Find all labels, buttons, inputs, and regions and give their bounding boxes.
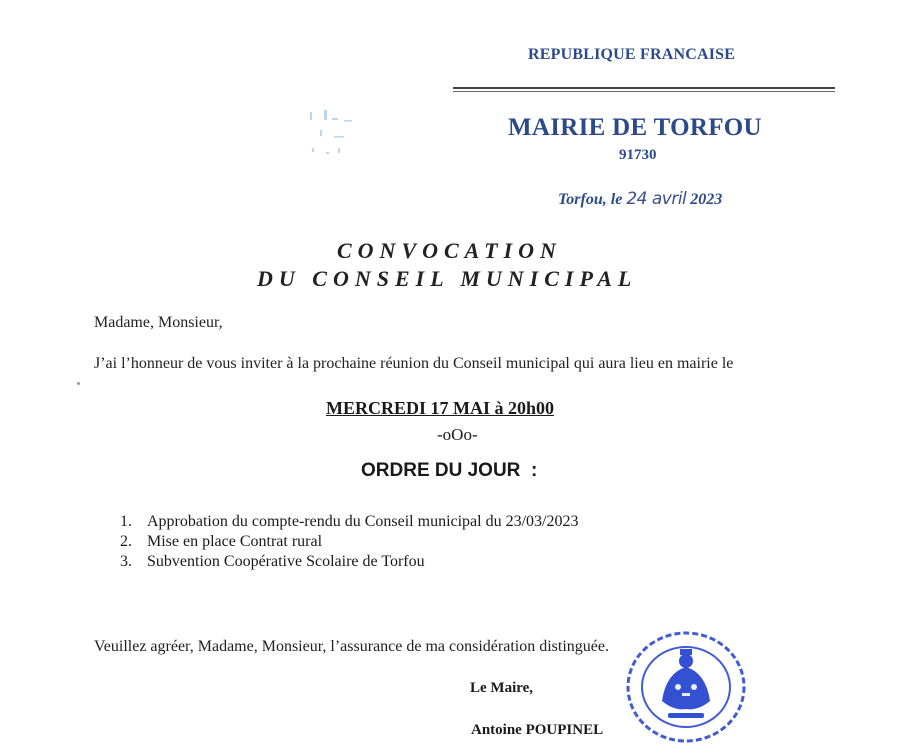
header-rule-thin [453, 91, 835, 92]
header-rule [453, 87, 835, 89]
agenda-item-number: 3. [120, 553, 132, 570]
scan-speck [77, 382, 80, 385]
ornament-separator: -oOo- [437, 425, 478, 444]
official-stamp [622, 627, 750, 745]
agenda-item [120, 552, 579, 572]
agenda-item-text: Subvention Coopérative Scolaire de Torfou [147, 553, 425, 570]
document-title-line1: CONVOCATION [337, 238, 562, 263]
date-line [558, 189, 722, 209]
faint-logo-mark [290, 108, 370, 168]
date-prefix: Torfou, le [558, 191, 623, 208]
agenda-item [120, 532, 579, 552]
signatory-role: Le Maire, [470, 680, 534, 696]
invitation-text: J’ai l’honneur de vous inviter à la prochaine réunion du Conseil municipal qui aura lieu en mairie le [94, 355, 734, 372]
postal-code: 91730 [619, 147, 657, 163]
meeting-date: MERCREDI 17 MAI à 20h00 [326, 398, 555, 418]
date-year: 2023 [690, 191, 723, 208]
agenda-list [120, 512, 579, 572]
agenda-item-number: 1. [120, 513, 132, 530]
agenda-item-number: 2. [120, 533, 132, 550]
closing-sentence: Veuillez agréer, Madame, Monsieur, l’assurance de ma considération distinguée. [94, 638, 609, 655]
republic-heading: REPUBLIQUE FRANCAISE [528, 46, 736, 63]
handwritten-date: 24 avril [626, 189, 687, 209]
agenda-item-text: Approbation du compte-rendu du Conseil municipal du 23/03/2023 [147, 513, 579, 530]
town-hall-title: MAIRIE DE TORFOU [508, 114, 762, 141]
agenda-title: ORDRE DU JOUR : [361, 460, 538, 481]
document-title-line2: DU CONSEIL MUNICIPAL [257, 266, 638, 291]
signatory-name: Antoine POUPINEL [471, 722, 604, 738]
salutation: Madame, Monsieur, [94, 314, 223, 331]
agenda-item-text: Mise en place Contrat rural [147, 533, 323, 550]
agenda-item [120, 512, 579, 532]
